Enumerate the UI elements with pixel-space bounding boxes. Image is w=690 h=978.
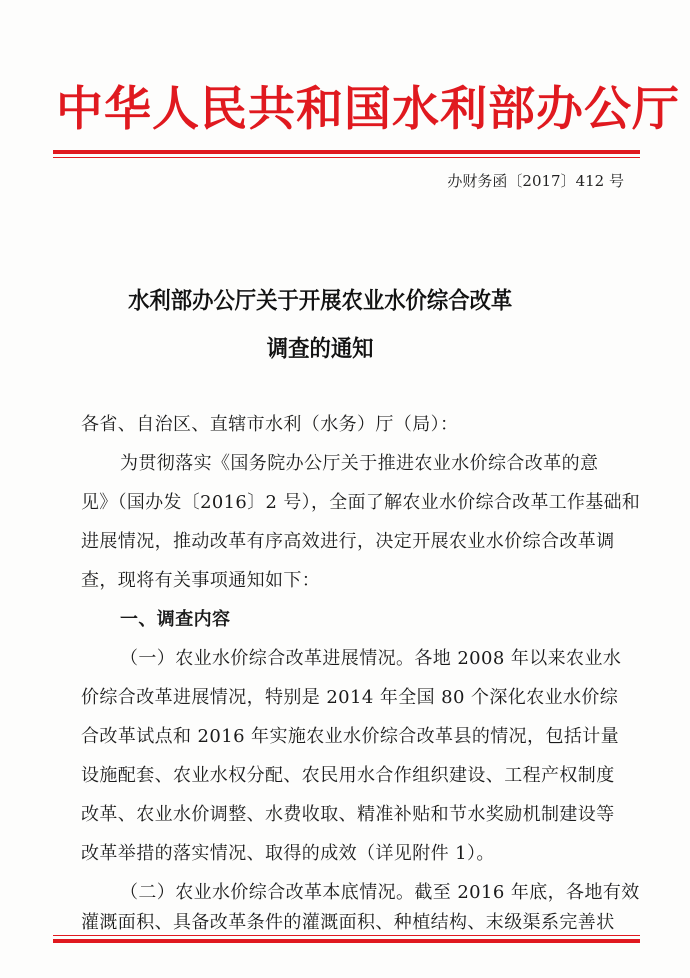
item1-line: 价综合改革进展情况，特别是 2014 年全国 80 个深化农业水价综 xyxy=(81,687,619,708)
intro-line: 见》（国办发〔2016〕2 号），全面了解农业水价综合改革工作基础和 xyxy=(81,492,641,513)
document-title-line-1: 水利部办公厅关于开展农业水价综合改革 xyxy=(128,288,513,314)
salutation: 各省、自治区、直辖市水利（水务）厅（局）： xyxy=(81,414,459,435)
item1-line: 改革、农业水价调整、水费收取、精准补贴和节水奖励机制建设等 xyxy=(81,804,615,825)
item1-line: 合改革试点和 2016 年实施农业水价综合改革县的情况，包括计量 xyxy=(81,726,620,747)
masthead-rule-thin xyxy=(53,157,640,158)
masthead-title: 中华人民共和国水利部办公厅 xyxy=(56,82,680,137)
item1-line: 设施配套、农业水权分配、农民用水合作组织建设、工程产权制度 xyxy=(81,765,615,786)
intro-line: 为贯彻落实《国务院办公厅关于推进农业水价综合改革的意 xyxy=(120,453,599,474)
footer-rule-thin xyxy=(53,935,640,936)
intro-line: 进展情况，推动改革有序高效进行，决定开展农业水价综合改革调 xyxy=(81,531,615,552)
item1-line: （一）农业水价综合改革进展情况。各地 2008 年以来农业水 xyxy=(120,648,622,669)
section-heading: 一、调查内容 xyxy=(120,609,231,630)
item1-line: 改革举措的落实情况、取得的成效（详见附件 1）。 xyxy=(81,843,495,864)
item2-line: 灌溉面积、具备改革条件的灌溉面积、种植结构、末级渠系完善状 xyxy=(81,912,615,933)
document-title-line-2: 调查的通知 xyxy=(266,336,374,362)
document-number: 办财务函〔2017〕412 号 xyxy=(447,172,624,190)
intro-line: 查，现将有关事项通知如下： xyxy=(81,570,321,591)
masthead-rule-thick xyxy=(53,150,640,154)
footer-rule-thick xyxy=(53,939,640,943)
item2-line: （二）农业水价综合改革本底情况。截至 2016 年底，各地有效 xyxy=(120,882,640,903)
